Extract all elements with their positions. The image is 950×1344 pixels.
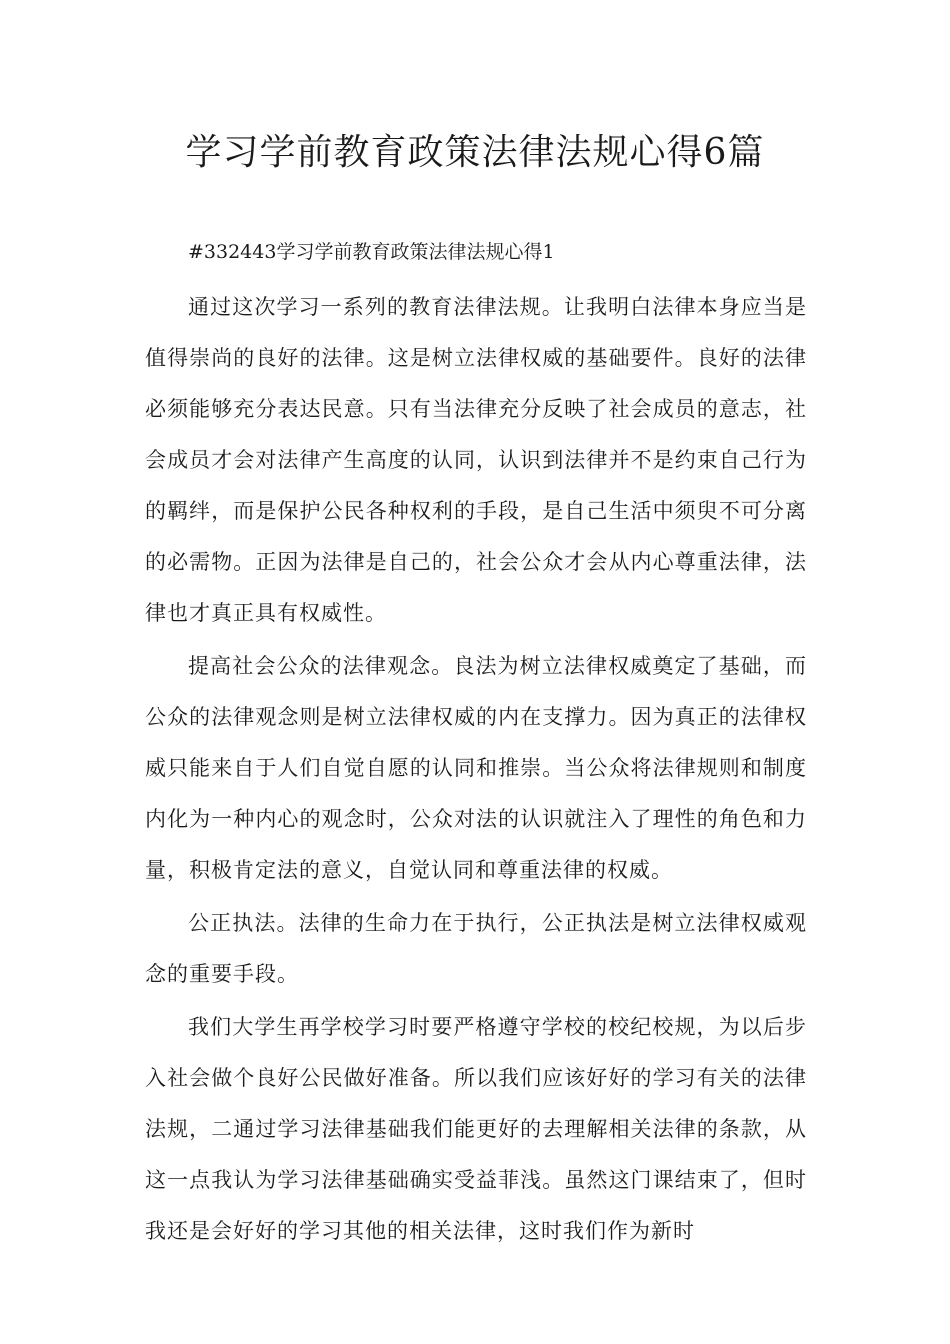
section-heading: #332443学习学前教育政策法律法规心得1 (188, 241, 555, 263)
document-body (145, 282, 807, 1259)
document-title: 学习学前教育政策法律法规心得6篇 (185, 132, 765, 173)
paragraph-1: 通过这次学习一系列的教育法律法规。让我明白法律本身应当是值得崇尚的良好的法律。这是树立法律权威的基础要件。良好的法律必须能够充分表达民意。只有当法律充分反映了社会成员的意志，社会成员才会对法律产生高度的认同，认识到法律并不是约束自己行为的羁绊，而是保护公民各种权利的手段，是自己生活中须臾不可分离的必需物。正因为法律是自己的，社会公众才会从内心尊重法律，法律也才真正具有权威性。 (145, 295, 807, 625)
paragraph-2: 提高社会公众的法律观念。良法为树立法律权威奠定了基础，而公众的法律观念则是树立法律权威的内在支撑力。因为真正的法律权威只能来自于人们自觉自愿的认同和推崇。当公众将法律规则和制度内化为一种内心的观念时，公众对法的认识就注入了理性的角色和力量，积极肯定法的意义，自觉认同和尊重法律的权威。 (145, 654, 807, 882)
paragraph-4: 我们大学生再学校学习时要严格遵守学校的校纪校规，为以后步入社会做个良好公民做好准备。所以我们应该好好的学习有关的法律法规，二通过学习法律基础我们能更好的去理解相关法律的条款，从这一点我认为学习法律基础确实受益菲浅。虽然这门课结束了，但时我还是会好好的学习其他的相关法律，这时我们作为新时 (145, 1015, 807, 1243)
paragraph-3: 公正执法。法律的生命力在于执行，公正执法是树立法律权威观念的重要手段。 (145, 911, 807, 986)
